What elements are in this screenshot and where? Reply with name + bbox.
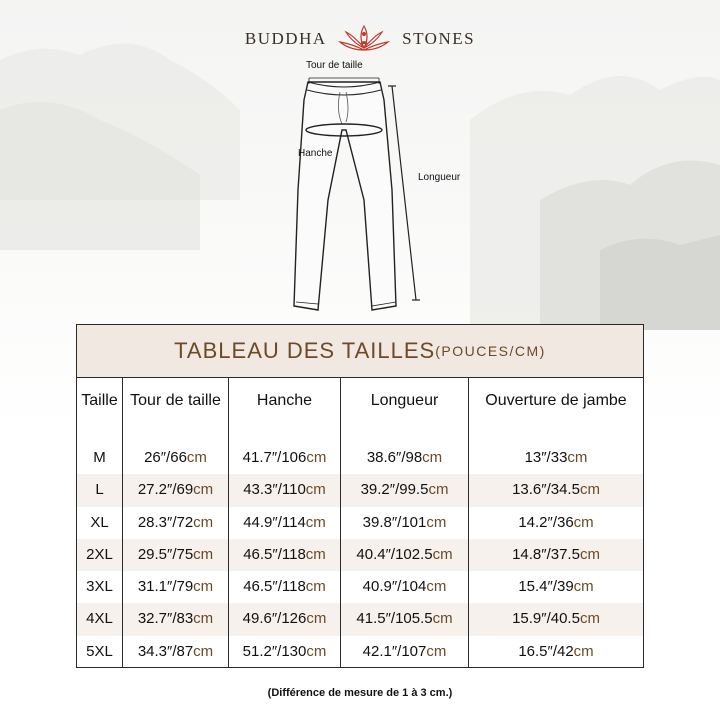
value: 27.2″/69	[137, 481, 194, 499]
unit-cm: cm	[422, 449, 443, 466]
table-row	[77, 636, 643, 668]
measurement-note: (Différence de mesure de 1 à 3 cm.)	[267, 687, 453, 699]
length-cell	[341, 507, 469, 539]
unit-cm: cm	[579, 545, 600, 563]
table-row	[77, 442, 643, 474]
value: 39.8″/101	[362, 513, 427, 531]
table-row	[77, 474, 643, 506]
unit-cm: cm	[305, 545, 326, 563]
table-row	[77, 603, 643, 635]
unit-cm: cm	[426, 513, 447, 531]
value: 16.5″/42	[518, 642, 574, 660]
waist-cell	[123, 571, 229, 603]
value: 28.3″/72	[137, 513, 194, 531]
unit-cm: cm	[573, 642, 594, 660]
table-title: TABLEAU DES TAILLES	[174, 338, 436, 363]
unit-cm: cm	[579, 610, 600, 628]
value: 39.2″/99.5	[360, 481, 429, 499]
header-length: Longueur	[341, 378, 469, 442]
value: 46.5″/118	[243, 578, 306, 596]
unit-cm: cm	[186, 449, 207, 466]
table-row	[77, 571, 643, 603]
value: 41.7″/106	[242, 449, 307, 466]
unit-cm: cm	[567, 449, 588, 466]
unit-cm: cm	[193, 481, 214, 499]
unit-cm: cm	[573, 513, 594, 531]
length-cell	[341, 474, 469, 506]
length-cell	[341, 571, 469, 603]
size-cell: M	[77, 442, 123, 474]
unit-cm: cm	[428, 481, 449, 499]
value: 34.3″/87	[137, 642, 194, 660]
unit-cm: cm	[193, 513, 214, 531]
brand-header	[0, 22, 720, 56]
value: 13.6″/34.5	[512, 481, 580, 499]
unit-cm: cm	[305, 578, 326, 596]
waist-cell	[123, 539, 229, 571]
unit-cm: cm	[573, 578, 594, 596]
value: 43.3″/110	[243, 481, 306, 499]
size-cell: 2XL	[77, 539, 123, 571]
leg-opening-cell	[469, 571, 643, 603]
hip-cell	[229, 507, 341, 539]
size-cell: XL	[77, 507, 123, 539]
value: 32.7″/83	[137, 610, 194, 628]
leg-opening-cell	[469, 507, 643, 539]
value: 40.9″/104	[362, 578, 427, 596]
header-hip: Hanche	[229, 378, 341, 442]
pants-measurement-diagram	[280, 70, 440, 320]
table-body	[77, 442, 643, 668]
unit-cm: cm	[426, 642, 447, 660]
value: 15.4″/39	[518, 578, 574, 596]
header-size: Taille	[77, 378, 123, 442]
length-cell	[341, 603, 469, 635]
value: 40.4″/102.5	[356, 545, 433, 563]
brand-name-left: BUDDHA	[244, 29, 327, 48]
table-header-row	[77, 378, 643, 442]
table-row	[77, 507, 643, 539]
unit-cm: cm	[432, 545, 453, 563]
value: 49.6″/126	[242, 610, 307, 628]
unit-cm: cm	[306, 642, 327, 660]
value: 15.9″/40.5	[512, 610, 580, 628]
table-title-bar	[77, 325, 643, 378]
leg-opening-cell	[469, 442, 643, 474]
size-cell: 4XL	[77, 603, 123, 635]
leg-opening-cell	[469, 636, 643, 668]
unit-cm: cm	[432, 610, 453, 628]
leg-opening-cell	[469, 603, 643, 635]
waist-cell	[123, 636, 229, 668]
header-leg-opening: Ouverture de jambe	[485, 392, 627, 409]
brand-name-right: STONES	[402, 29, 476, 48]
lotus-meditation-logo-icon	[338, 22, 390, 56]
unit-cm: cm	[193, 578, 214, 596]
length-cell	[341, 442, 469, 474]
hip-cell	[229, 442, 341, 474]
waist-cell	[123, 603, 229, 635]
unit-cm: cm	[306, 610, 327, 628]
value: 38.6″/98	[366, 449, 423, 466]
table-row	[77, 539, 643, 571]
size-cell: 5XL	[77, 636, 123, 668]
length-cell	[341, 636, 469, 668]
waist-cell	[123, 474, 229, 506]
hip-cell	[229, 636, 341, 668]
value: 29.5″/75	[137, 545, 194, 563]
hip-cell	[229, 539, 341, 571]
value: 14.2″/36	[518, 513, 574, 531]
waist-cell	[123, 442, 229, 474]
table-unit: (POUCES/CM)	[435, 343, 546, 359]
leg-opening-cell	[469, 539, 643, 571]
unit-cm: cm	[306, 449, 327, 466]
leg-opening-cell	[469, 474, 643, 506]
hip-cell	[229, 474, 341, 506]
value: 51.2″/130	[242, 642, 307, 660]
unit-cm: cm	[305, 513, 326, 531]
size-cell: 3XL	[77, 571, 123, 603]
unit-cm: cm	[579, 481, 600, 499]
value: 31.1″/79	[137, 578, 194, 596]
unit-cm: cm	[193, 610, 214, 628]
waist-label: Tour de taille	[306, 60, 363, 71]
unit-cm: cm	[193, 642, 214, 660]
value: 44.9″/114	[243, 513, 306, 531]
header-waist: Tour de taille	[123, 378, 229, 442]
waist-cell	[123, 507, 229, 539]
size-cell: L	[77, 474, 123, 506]
hip-cell	[229, 571, 341, 603]
value: 26″/66	[144, 449, 187, 466]
value: 41.5″/105.5	[356, 610, 433, 628]
value: 42.1″/107	[362, 642, 427, 660]
hip-cell	[229, 603, 341, 635]
value: 14.8″/37.5	[512, 545, 580, 563]
hip-label: Hanche	[298, 148, 333, 159]
size-chart-table	[76, 324, 644, 668]
value: 13″/33	[524, 449, 568, 466]
length-label: Longueur	[418, 172, 461, 183]
unit-cm: cm	[426, 578, 447, 596]
unit-cm: cm	[193, 545, 214, 563]
length-cell	[341, 539, 469, 571]
value: 46.5″/118	[243, 545, 306, 563]
unit-cm: cm	[305, 481, 326, 499]
